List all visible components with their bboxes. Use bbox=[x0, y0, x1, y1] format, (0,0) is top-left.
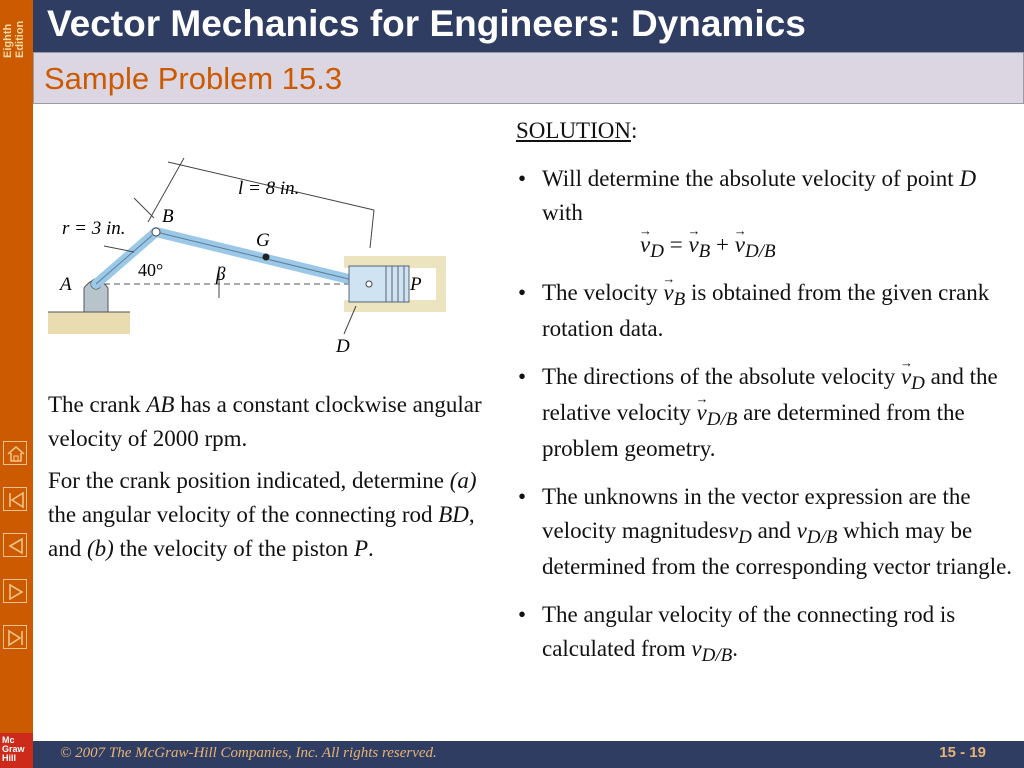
problem-statement bbox=[48, 388, 498, 574]
first-slide-icon[interactable] bbox=[3, 487, 27, 511]
edition-line1: Eighth bbox=[2, 23, 14, 58]
footer-bar bbox=[33, 741, 1024, 768]
label-beta: β bbox=[216, 264, 226, 285]
solution-bullet-4: • The unknowns in the vector expression are the velocity magnitudesv$_D$ and $v_{D/B}$ which may be determined from the corresponding vector triangle. bbox=[516, 480, 1016, 584]
label-d: D bbox=[336, 336, 350, 357]
title-bar bbox=[33, 0, 1024, 52]
solution-bullet-5: • The angular velocity of the connecting rod is calculated from $v_{D/B}$. bbox=[516, 598, 1016, 668]
mcgraw-hill-logo: Mc Graw Hill bbox=[0, 733, 33, 768]
copyright-text: © 2007 The McGraw-Hill Companies, Inc. All rights reserved. bbox=[60, 745, 437, 761]
next-slide-icon[interactable] bbox=[3, 579, 27, 603]
page-number: 15 - 19 bbox=[939, 744, 986, 761]
label-a: A bbox=[60, 274, 72, 295]
label-r: r = 3 in. bbox=[62, 218, 126, 239]
edition-line2: Edition bbox=[14, 20, 26, 58]
last-slide-icon[interactable] bbox=[3, 625, 27, 649]
solution-heading: SOLUTION: bbox=[516, 118, 638, 143]
solution-bullet-2: • The velocity $v \to_B$ is obtained from the given crank rotation data. bbox=[516, 276, 1016, 346]
solution-panel bbox=[516, 114, 1016, 668]
label-g: G bbox=[256, 230, 270, 251]
slide-subtitle: Sample Problem 15.3 bbox=[44, 61, 343, 96]
problem-paragraph-2: For the crank position indicated, determine (a) the angular velocity of the connecting rod BD, and (b) the velocity of the piston P. bbox=[48, 468, 477, 561]
label-b: B bbox=[162, 206, 174, 227]
svg-text:r = 3 in. bbox=[62, 218, 126, 239]
subtitle-bar bbox=[33, 52, 1024, 104]
label-angle: 40° bbox=[138, 260, 164, 280]
solution-bullet-1: • Will determine the absolute velocity of point D with $v \to_D = v \to_B + v \to_{D/B}$ bbox=[516, 162, 1016, 262]
previous-slide-icon[interactable] bbox=[3, 533, 27, 557]
edition-label bbox=[0, 0, 33, 62]
velocity-equation: $v \to_D = v \to_B + v \to_{D/B}$ bbox=[542, 230, 1016, 262]
solution-bullet-3: • The directions of the absolute velocity $v \to_D$ and the relative velocity $v \to_{D/B}$ are determined from the problem geometry. bbox=[516, 360, 1016, 466]
label-l: l = 8 in. bbox=[238, 178, 300, 199]
label-p: P bbox=[410, 274, 422, 295]
sidebar bbox=[0, 0, 33, 768]
crank-mechanism-figure bbox=[44, 148, 484, 368]
home-icon[interactable] bbox=[3, 441, 27, 465]
problem-paragraph-1: The crank AB has a constant clockwise angular velocity of 2000 rpm. bbox=[48, 392, 482, 451]
slide-title: Vector Mechanics for Engineers: Dynamics bbox=[47, 3, 806, 44]
